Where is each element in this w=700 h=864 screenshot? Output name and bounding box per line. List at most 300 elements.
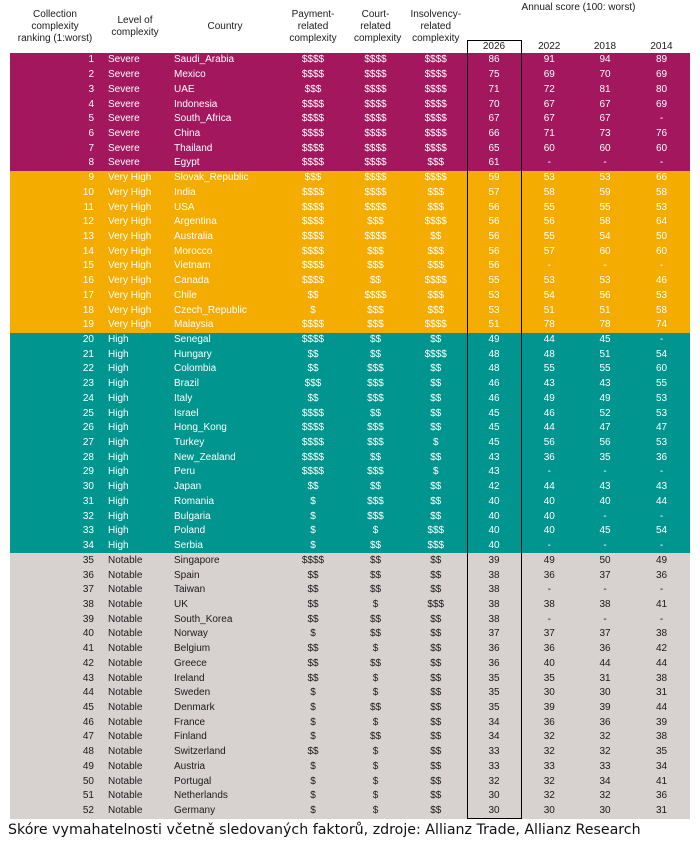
- court-cell: $$: [369, 569, 382, 581]
- insolvency-cell: $$: [430, 363, 442, 375]
- table-row: [10, 598, 690, 613]
- score-2018-cell: -: [603, 540, 607, 552]
- payment-cell: $$$: [304, 83, 322, 95]
- score-2022-cell: 49: [543, 554, 555, 566]
- score-2022-cell: 67: [543, 98, 555, 110]
- payment-cell: $$: [307, 643, 319, 655]
- table-row: [10, 274, 690, 289]
- score-2014-cell: 44: [655, 657, 668, 669]
- rank-cell: 18: [82, 304, 94, 316]
- score-2018-cell: 54: [599, 230, 611, 242]
- score-2018-cell: 49: [599, 392, 611, 404]
- insolvency-cell: $$: [430, 407, 442, 419]
- rank-cell: 42: [82, 657, 94, 669]
- score-2022-cell: 54: [543, 289, 555, 301]
- table-row: [10, 377, 690, 392]
- score-2022-cell: 40: [543, 525, 555, 537]
- score-2014-cell: 38: [655, 672, 668, 684]
- table-row: [10, 627, 690, 642]
- level-cell: Very High: [108, 216, 152, 228]
- court-cell: $$$$: [364, 201, 387, 213]
- table-row: [10, 686, 690, 701]
- score-2014-cell: 54: [655, 525, 668, 537]
- score-2026-cell: 55: [467, 274, 521, 289]
- level-cell: Severe: [108, 54, 140, 66]
- score-2018-cell: 67: [599, 98, 611, 110]
- level-cell: Very High: [108, 186, 152, 198]
- score-2014-cell: 43: [655, 481, 668, 493]
- country-cell: New_Zealand: [174, 451, 236, 463]
- level-cell: High: [108, 451, 129, 463]
- score-2026-cell: 49: [467, 333, 521, 348]
- score-2014-cell: 53: [655, 289, 668, 301]
- score-2018-cell: 56: [599, 437, 611, 449]
- score-2022-cell: 32: [543, 731, 555, 743]
- payment-cell: $$: [307, 481, 319, 493]
- score-2026-cell: 38: [467, 612, 521, 627]
- table-row: [10, 347, 690, 362]
- court-cell: $$: [369, 554, 382, 566]
- country-cell: Portugal: [174, 775, 212, 787]
- court-cell: $$$: [367, 319, 384, 331]
- insolvency-cell: $$$: [427, 157, 445, 169]
- score-2026-cell: 65: [467, 141, 521, 156]
- score-2022-cell: 53: [543, 275, 555, 287]
- rank-cell: 45: [82, 701, 94, 713]
- score-2026-cell: 59: [467, 171, 521, 186]
- score-2026-cell: 35: [467, 701, 521, 716]
- country-cell: Austria: [174, 760, 206, 772]
- score-2026-cell: 48: [467, 362, 521, 377]
- rank-cell: 25: [82, 407, 94, 419]
- rank-cell: 28: [82, 451, 94, 463]
- score-2018-cell: 32: [599, 746, 611, 758]
- country-cell: Spain: [174, 569, 200, 581]
- court-cell: $$$$: [364, 69, 387, 81]
- court-cell: $$$$: [364, 289, 387, 301]
- table-row: [10, 465, 690, 480]
- score-2026-cell: 48: [467, 347, 521, 362]
- score-2014-cell: 76: [655, 127, 668, 139]
- score-2026-cell: 45: [467, 436, 521, 451]
- country-cell: Germany: [174, 805, 216, 817]
- score-2018-cell: 50: [599, 554, 611, 566]
- insolvency-cell: $$$$: [424, 113, 447, 125]
- payment-header: Payment-related complexity: [289, 8, 337, 44]
- table-row: [10, 392, 690, 407]
- score-2026-cell: 38: [467, 598, 521, 613]
- payment-cell: $$$$: [301, 260, 325, 272]
- score-2026-cell: 34: [467, 715, 521, 730]
- country-cell: France: [174, 716, 206, 728]
- score-2026-cell: 71: [467, 82, 521, 97]
- score-2018-cell: -: [603, 584, 607, 596]
- table-row: [10, 480, 690, 495]
- rank-cell: 49: [82, 760, 94, 772]
- rank-cell: 40: [82, 628, 94, 640]
- insolvency-cell: $$: [430, 657, 442, 669]
- score-2018-cell: 36: [599, 716, 611, 728]
- payment-cell: $$$$: [301, 245, 325, 257]
- level-cell: Notable: [108, 628, 143, 640]
- score-2022-cell: 36: [543, 643, 555, 655]
- score-2018-cell: 51: [599, 348, 611, 360]
- insolvency-cell: $$$: [427, 304, 445, 316]
- rank-cell: 48: [82, 746, 94, 758]
- rank-cell: 2: [88, 69, 94, 81]
- payment-cell: $$$$: [301, 554, 325, 566]
- court-cell: $: [372, 760, 379, 772]
- score-2018-cell: 51: [599, 304, 611, 316]
- table-row: [10, 583, 690, 598]
- score-2026-cell: 67: [467, 112, 521, 127]
- score-2022-cell: -: [547, 157, 551, 169]
- score-2014-cell: 58: [655, 304, 668, 316]
- payment-cell: $$$$: [301, 422, 325, 434]
- score-2018-cell: 31: [599, 672, 611, 684]
- score-2018-cell: 55: [599, 201, 611, 213]
- court-cell: $$: [369, 407, 382, 419]
- score-2014-cell: 80: [655, 83, 668, 95]
- level-cell: Very High: [108, 172, 152, 184]
- score-2026-cell: 45: [467, 421, 521, 436]
- rank-cell: 31: [82, 495, 94, 507]
- score-2022-cell: 39: [543, 701, 555, 713]
- rank-cell: 19: [82, 319, 94, 331]
- score-2014-cell: 69: [655, 98, 668, 110]
- table-row: [10, 333, 690, 348]
- score-2022-cell: 40: [543, 657, 555, 669]
- insolvency-cell: $$$: [427, 245, 445, 257]
- score-2014-cell: 46: [655, 275, 668, 287]
- score-2022-cell: 40: [543, 510, 555, 522]
- payment-cell: $: [310, 805, 316, 817]
- score-2026-cell: 75: [467, 68, 521, 83]
- court-cell: $$$: [367, 422, 384, 434]
- level-cell: Notable: [108, 746, 143, 758]
- score-2018-cell: 30: [599, 805, 611, 817]
- table-row: [10, 553, 690, 568]
- country-cell: South_Korea: [174, 613, 233, 625]
- country-cell: Vietnam: [174, 260, 211, 272]
- insolvency-cell: $$$$: [424, 142, 447, 154]
- court-cell: $$$: [367, 216, 384, 228]
- score-2026-cell: 37: [467, 627, 521, 642]
- payment-cell: $$: [307, 363, 319, 375]
- score-2014-cell: -: [659, 466, 664, 478]
- court-cell: $$: [369, 540, 382, 552]
- score-2026-cell: 56: [467, 244, 521, 259]
- insolvency-cell: $$: [430, 731, 442, 743]
- score-2014-cell: 60: [655, 142, 668, 154]
- rank-cell: 9: [88, 172, 94, 184]
- payment-cell: $: [310, 775, 316, 787]
- score-2026-cell: 40: [467, 509, 521, 524]
- rank-cell: 44: [82, 687, 94, 699]
- table-row: [10, 362, 690, 377]
- score-2014-cell: 41: [655, 775, 668, 787]
- insolvency-cell: $$: [430, 451, 442, 463]
- country-cell: Argentina: [174, 216, 217, 228]
- country-cell: USA: [174, 201, 195, 213]
- rank-cell: 47: [82, 731, 94, 743]
- level-header: Level of complexity: [111, 14, 159, 38]
- table-row: [10, 185, 690, 200]
- payment-cell: $$$$: [301, 201, 325, 213]
- score-2022-cell: -: [547, 540, 551, 552]
- rank-cell: 15: [82, 260, 94, 272]
- country-cell: Colombia: [174, 363, 217, 375]
- payment-cell: $: [310, 760, 316, 772]
- court-cell: $$$$: [364, 157, 387, 169]
- score-2022-cell: 32: [543, 746, 555, 758]
- score-2022-cell: 48: [543, 348, 555, 360]
- rank-cell: 36: [82, 569, 94, 581]
- score-2018-cell: 37: [599, 569, 611, 581]
- score-2014-cell: 53: [655, 201, 668, 213]
- score-2018-cell: 33: [599, 760, 611, 772]
- score-2026-cell: 56: [467, 215, 521, 230]
- score-2014-cell: 55: [655, 378, 668, 390]
- score-2014-cell: 36: [655, 569, 668, 581]
- score-2026-cell: 40: [467, 539, 521, 554]
- court-cell: $: [372, 746, 379, 758]
- court-cell: $$$$: [364, 230, 387, 242]
- country-cell: Hungary: [174, 348, 212, 360]
- payment-cell: $: [310, 628, 316, 640]
- country-cell: India: [174, 186, 196, 198]
- level-cell: Notable: [108, 569, 143, 581]
- score-2026-cell: 38: [467, 583, 521, 598]
- score-2026-cell: 38: [467, 568, 521, 583]
- court-cell: $$$$: [364, 172, 387, 184]
- court-cell: $$: [369, 657, 382, 669]
- score-2022-cell: 36: [543, 451, 555, 463]
- rank-cell: 39: [82, 613, 94, 625]
- score-2014-cell: 47: [655, 422, 668, 434]
- table-row: [10, 421, 690, 436]
- score-2018-cell: 55: [599, 363, 611, 375]
- rank-cell: 37: [82, 584, 94, 596]
- payment-cell: $: [310, 687, 316, 699]
- score-2018-cell: 45: [599, 334, 611, 346]
- score-2022-cell: 43: [543, 378, 555, 390]
- score-2026-cell: 46: [467, 377, 521, 392]
- score-2022-cell: 91: [543, 54, 555, 66]
- rank-cell: 38: [82, 598, 94, 610]
- score-2026-cell: 51: [467, 318, 521, 333]
- country-cell: Sweden: [174, 687, 211, 699]
- payment-cell: $: [310, 716, 316, 728]
- level-cell: Very High: [108, 201, 152, 213]
- score-2018-cell: 34: [599, 775, 611, 787]
- score-2022-cell: 38: [543, 598, 555, 610]
- score-2014-cell: 49: [655, 554, 668, 566]
- level-cell: High: [108, 437, 129, 449]
- country-cell: Singapore: [174, 554, 220, 566]
- table-row: [10, 612, 690, 627]
- table-row: [10, 171, 690, 186]
- level-cell: High: [108, 334, 129, 346]
- level-cell: Severe: [108, 157, 140, 169]
- score-2014-cell: 60: [655, 363, 668, 375]
- source-caption: Skóre vymahatelnosti včetně sledovaných faktorů, zdroje: Allianz Trade, Allianz Research: [8, 822, 641, 838]
- table-row: [10, 774, 690, 789]
- table-row: [10, 289, 690, 304]
- insolvency-cell: $$: [430, 687, 442, 699]
- court-cell: $$$: [367, 495, 384, 507]
- insolvency-cell: $$$$: [424, 348, 447, 360]
- country-cell: Netherlands: [174, 790, 228, 802]
- insolvency-cell: $$: [430, 495, 442, 507]
- rank-cell: 29: [82, 466, 94, 478]
- rank-cell: 13: [82, 230, 94, 242]
- level-cell: High: [108, 481, 129, 493]
- score-2014-cell: 58: [655, 186, 668, 198]
- score-2022-cell: -: [547, 584, 551, 596]
- rank-cell: 22: [82, 363, 94, 375]
- level-cell: Notable: [108, 598, 143, 610]
- level-cell: Notable: [108, 643, 143, 655]
- payment-cell: $$$$: [301, 437, 325, 449]
- score-2018-cell: 78: [599, 319, 611, 331]
- score-2022-cell: 67: [543, 113, 555, 125]
- score-2026-cell: 40: [467, 495, 521, 510]
- score-2026-cell: 53: [467, 303, 521, 318]
- score-2018-cell: 94: [599, 54, 611, 66]
- score-2014-cell: 35: [655, 746, 668, 758]
- score-2022-cell: 69: [543, 69, 555, 81]
- score-2018-cell: 70: [599, 69, 611, 81]
- insolvency-cell: $$$$: [424, 98, 447, 110]
- country-cell: Serbia: [174, 540, 203, 552]
- score-2026-cell: 32: [467, 774, 521, 789]
- country-cell: Turkey: [174, 437, 205, 449]
- score-2014-cell: 53: [655, 437, 668, 449]
- table-row: [10, 127, 690, 142]
- rank-cell: 5: [88, 113, 94, 125]
- annual-score-header: Annual score (100: worst): [521, 2, 636, 13]
- score-2014-cell: 38: [655, 731, 668, 743]
- insolvency-cell: $$: [430, 569, 442, 581]
- table-row: [10, 318, 690, 333]
- court-cell: $$: [369, 481, 382, 493]
- score-2018-cell: 40: [599, 495, 611, 507]
- court-cell: $$$$: [364, 142, 387, 154]
- table-row: [10, 760, 690, 775]
- score-2026-cell: 35: [467, 671, 521, 686]
- level-cell: High: [108, 422, 129, 434]
- score-2022-cell: -: [547, 466, 551, 478]
- score-2026-cell: 56: [467, 259, 521, 274]
- insolvency-cell: $$$$: [424, 172, 447, 184]
- rank-cell: 1: [88, 54, 94, 66]
- country-cell: Ireland: [174, 672, 205, 684]
- payment-cell: $$: [307, 289, 319, 301]
- level-cell: Notable: [108, 613, 143, 625]
- table-row: [10, 509, 690, 524]
- rank-cell: 6: [88, 127, 94, 139]
- score-2022-cell: 37: [543, 628, 555, 640]
- payment-cell: $$$$: [301, 230, 325, 242]
- level-cell: Notable: [108, 775, 143, 787]
- score-2018-cell: 43: [599, 481, 611, 493]
- table-header: [10, 0, 690, 53]
- level-cell: Very High: [108, 230, 152, 242]
- level-cell: Severe: [108, 127, 140, 139]
- table-row: [10, 141, 690, 156]
- insolvency-cell: $$: [430, 701, 442, 713]
- level-cell: High: [108, 466, 129, 478]
- score-2022-cell: 53: [543, 172, 555, 184]
- country-cell: Bulgaria: [174, 510, 211, 522]
- score-2014-cell: 64: [655, 216, 668, 228]
- score-2022-cell: 55: [543, 201, 555, 213]
- country-cell: Norway: [174, 628, 208, 640]
- country-cell: Peru: [174, 466, 196, 478]
- payment-cell: $$$$: [301, 127, 325, 139]
- score-2018-cell: 32: [599, 790, 611, 802]
- court-cell: $$: [369, 275, 382, 287]
- score-2014-cell: 54: [655, 348, 668, 360]
- score-2018-cell: 38: [599, 598, 611, 610]
- score-2018-cell: 67: [599, 113, 611, 125]
- score-2018-cell: 35: [599, 451, 611, 463]
- rank-cell: 52: [82, 805, 94, 817]
- payment-cell: $$$$: [301, 54, 325, 66]
- country-cell: Mexico: [174, 69, 206, 81]
- country-cell: UK: [174, 598, 188, 610]
- score-2022-cell: 58: [543, 186, 555, 198]
- level-cell: High: [108, 407, 129, 419]
- score-2014-cell: 74: [655, 319, 668, 331]
- score-2026-cell: 57: [467, 185, 521, 200]
- court-cell: $$$$: [364, 83, 387, 95]
- rank-cell: 34: [82, 540, 94, 552]
- level-cell: High: [108, 510, 129, 522]
- score-2014-cell: -: [659, 334, 664, 346]
- score-2022-cell: 55: [543, 363, 555, 375]
- level-cell: Severe: [108, 142, 140, 154]
- insolvency-cell: $$$: [427, 186, 445, 198]
- table-row: [10, 436, 690, 451]
- score-2022-cell: 33: [543, 760, 555, 772]
- insolvency-cell: $$: [430, 760, 442, 772]
- score-2014-cell: -: [659, 613, 664, 625]
- payment-cell: $: [310, 701, 316, 713]
- score-2026-cell: 61: [467, 156, 521, 171]
- score-2026-cell: 45: [467, 406, 521, 421]
- rank-cell: 12: [82, 216, 94, 228]
- insolvency-cell: $$: [430, 378, 442, 390]
- table-row: [10, 642, 690, 657]
- court-cell: $: [372, 805, 379, 817]
- rank-cell: 7: [88, 142, 94, 154]
- score-2018-cell: 53: [599, 172, 611, 184]
- court-cell: $$: [369, 628, 382, 640]
- level-cell: Notable: [108, 554, 143, 566]
- insolvency-cell: $$$: [427, 525, 445, 537]
- score-2014-cell: 50: [655, 230, 668, 242]
- level-cell: Notable: [108, 716, 143, 728]
- payment-cell: $: [310, 304, 316, 316]
- rank-cell: 51: [82, 790, 94, 802]
- level-cell: Severe: [108, 113, 140, 125]
- score-2014-cell: 31: [655, 687, 668, 699]
- court-cell: $$$: [367, 466, 384, 478]
- rank-cell: 30: [82, 481, 94, 493]
- country-cell: Switzerland: [174, 746, 226, 758]
